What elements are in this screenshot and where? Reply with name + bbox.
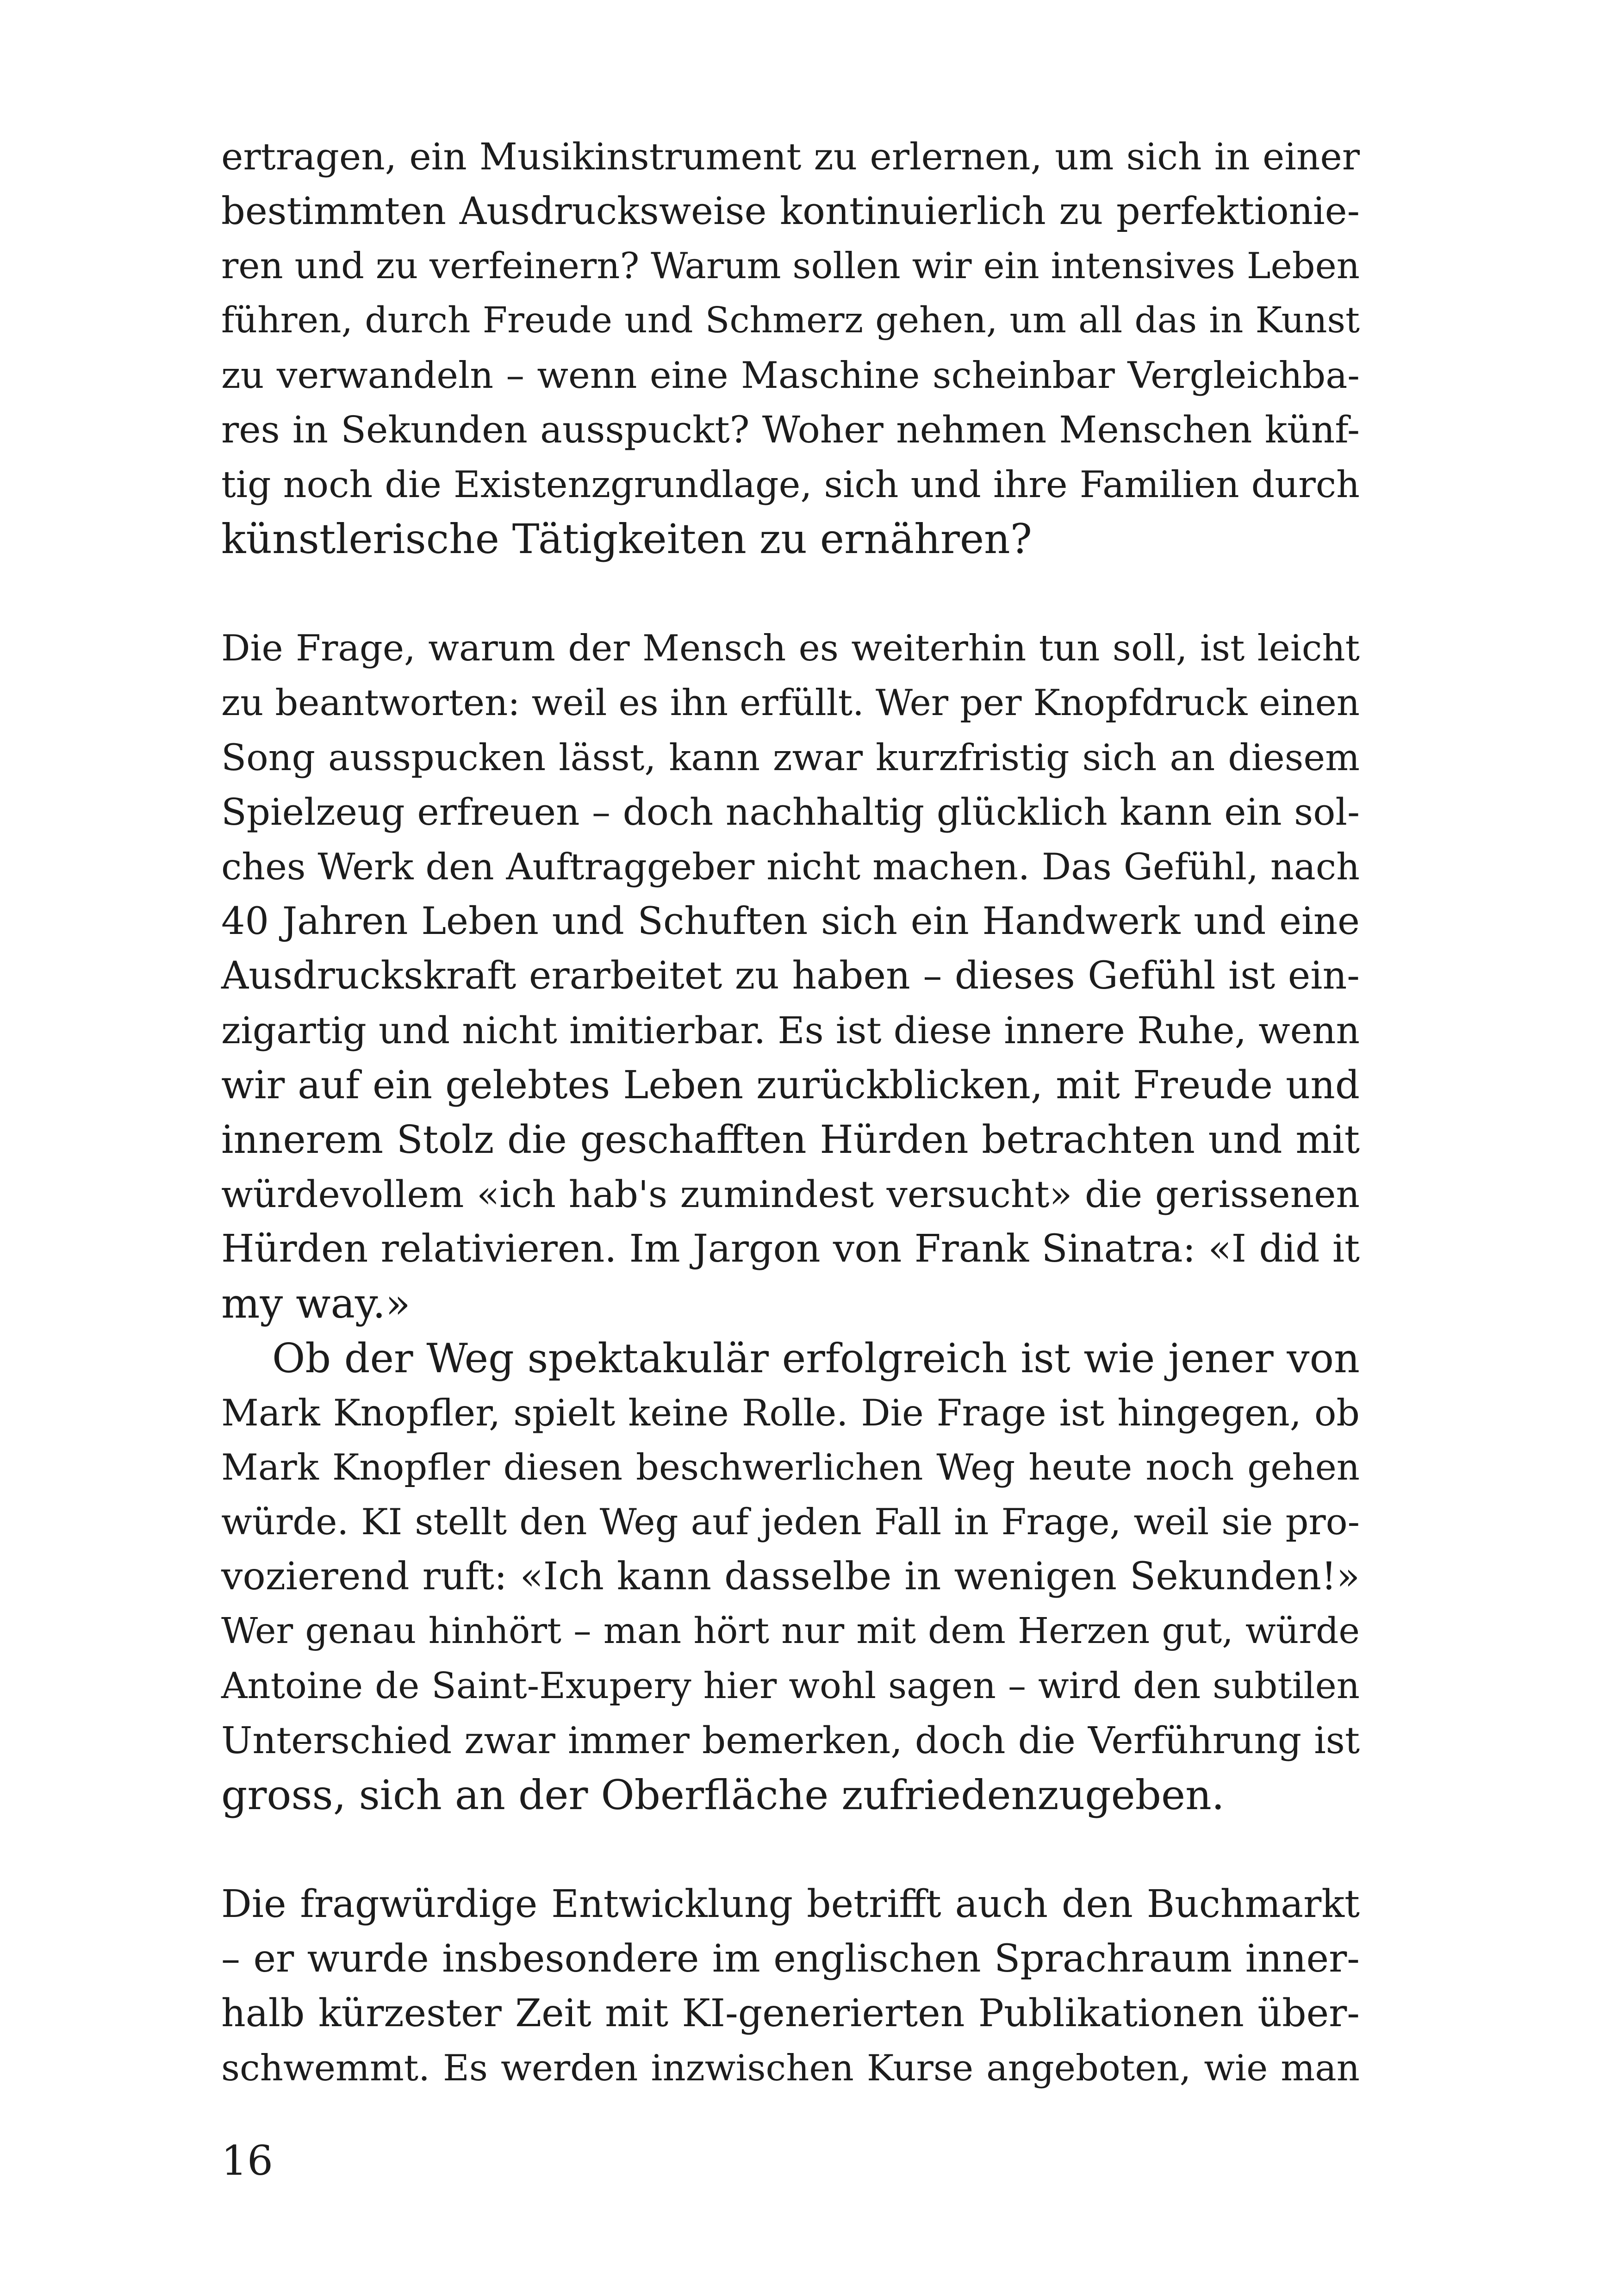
text-line: Hürden relativieren. Im Jargon von Frank Sinatra: «I did it — [221, 1227, 1360, 1271]
text-line: schwemmt. Es werden inzwischen Kurse angeboten, wie man — [221, 2047, 1360, 2089]
text-line: würde. KI stellt den Weg auf jeden Fall in Frage, weil sie pro- — [221, 1501, 1360, 1543]
text-line: res in Sekunden ausspuckt? Woher nehmen Menschen künf- — [221, 408, 1360, 451]
text-line: Die Frage, warum der Mensch es weiterhin tun soll, ist leicht — [221, 628, 1360, 669]
paragraph — [221, 1331, 1360, 1823]
text-line: künstlerische Tätigkeiten zu ernähren? — [221, 515, 1032, 563]
text-line: ertragen, ein Musikinstrument zu erlernen, um sich in einer — [221, 135, 1360, 178]
text-line: würdevollem «ich hab's zumindest versucht» die gerissenen — [221, 1173, 1360, 1216]
text-line: zu beantworten: weil es ihn erfüllt. Wer per Knopfdruck einen — [221, 682, 1360, 724]
text-line: – er wurde insbesondere im englischen Sprachraum inner- — [221, 1937, 1360, 1981]
paragraph-gap — [221, 1823, 1360, 1877]
text-line: zu verwandeln – wenn eine Maschine scheinbar Vergleichba- — [221, 354, 1360, 397]
paragraph-gap — [221, 566, 1360, 621]
text-line: Spielzeug erfreuen – doch nachhaltig glücklich kann ein sol- — [221, 790, 1360, 834]
text-line: ren und zu verfeinern? Warum sollen wir ein intensives Leben — [221, 245, 1360, 287]
text-line: Ob der Weg spektakulär erfolgreich ist wie jener von — [272, 1335, 1360, 1382]
text-line: Mark Knopfler, spielt keine Rolle. Die Frage ist hingegen, ob — [221, 1392, 1360, 1434]
text-line: führen, durch Freude und Schmerz gehen, um all das in Kunst — [221, 300, 1360, 341]
text-flow — [221, 130, 1360, 2096]
text-line: Mark Knopfler diesen beschwerlichen Weg heute noch gehen — [221, 1447, 1360, 1488]
text-line: vozierend ruft: «Ich kann dasselbe in wenigen Sekunden!» — [221, 1555, 1360, 1599]
text-line: Antoine de Saint-Exupery hier wohl sagen – wird den subtilen — [221, 1665, 1360, 1707]
text-line: Ausdruckskraft erarbeitet zu haben – dieses Gefühl ist ein- — [221, 954, 1360, 998]
text-line: bestimmten Ausdrucksweise kontinuierlich zu perfektionie- — [221, 190, 1360, 233]
text-line: gross, sich an der Oberfläche zufriedenzugeben. — [221, 1771, 1225, 1819]
text-line: ches Werk den Auftraggeber nicht machen. Das Gefühl, nach — [221, 846, 1360, 888]
text-line: tig noch die Existenzgrundlage, sich und ihre Familien durch — [221, 463, 1360, 506]
text-line: halb kürzester Zeit mit KI-generierten Publikationen über- — [221, 1991, 1360, 2035]
text-line: Unterschied zwar immer bemerken, doch die Verführung ist — [221, 1719, 1360, 1762]
text-line: Die fragwürdige Entwicklung betrifft auch den Buchmarkt — [221, 1882, 1360, 1926]
paragraph — [221, 1877, 1360, 2096]
book-page-body — [221, 130, 1360, 2096]
text-line: Wer genau hinhört – man hört nur mit dem Herzen gut, würde — [221, 1611, 1360, 1652]
text-line: Song ausspucken lässt, kann zwar kurzfristig sich an diesem — [221, 736, 1360, 779]
text-line: innerem Stolz die geschafften Hürden betrachten und mit — [221, 1117, 1360, 1162]
paragraph — [221, 621, 1360, 1331]
page-number: 16 — [221, 2137, 273, 2184]
text-line: zigartig und nicht imitierbar. Es ist diese innere Ruhe, wenn — [221, 1009, 1360, 1052]
paragraph — [221, 130, 1360, 566]
text-line: 40 Jahren Leben und Schuften sich ein Handwerk und eine — [221, 900, 1360, 943]
text-line: wir auf ein gelebtes Leben zurückblicken, mit Freude und — [221, 1063, 1360, 1108]
text-line: my way.» — [221, 1280, 411, 1327]
